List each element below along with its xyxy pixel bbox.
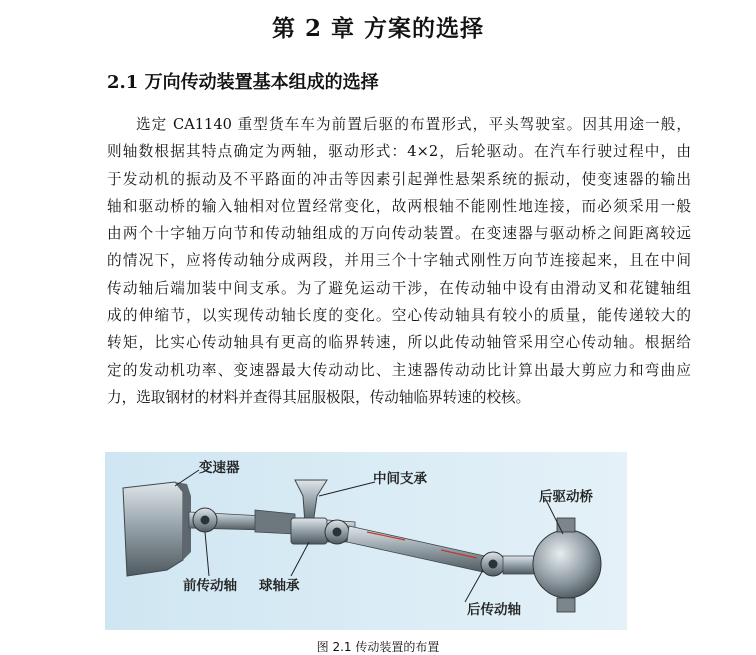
label-center-support: 中间支承 (373, 471, 427, 487)
label-rear-drive-axle: 后驱动桥 (539, 489, 593, 505)
transmission-housing (123, 482, 191, 576)
label-ball-bearing: 球轴承 (259, 578, 300, 594)
section-title: 2.1 万向传动装置基本组成的选择 (107, 72, 379, 93)
drivetrain-figure (105, 452, 627, 630)
chapter-title: 第 2 章 方案的选择 (271, 15, 485, 42)
paragraph-line: 传动轴后端加装中间支承。为了避免运动干涉，在传动轴中设有由滑动叉和花键轴组 (107, 279, 691, 297)
paragraph-line: 的情况下，应将传动轴分成两段，并用三个十字轴式刚性万向节连接起来，且在中间 (107, 252, 691, 270)
label-front-shaft: 前传动轴 (183, 578, 237, 594)
paragraph-line: 选定 CA1140 重型货车车为前置后驱的布置形式，平头驾驶室。因其用途一般， (136, 116, 691, 133)
paragraph-line: 轴和驱动桥的输入轴相对位置经常变化，故两根轴不能刚性地连接，而必须采用一般 (107, 197, 691, 215)
figure-caption: 图 2.1 传动装置的布置 (316, 640, 440, 654)
paragraph-line: 由两个十字轴万向节和传动轴组成的万向传动装置。在变速器与驱动桥之间距离较远 (107, 225, 691, 243)
paragraph-line: 成的伸缩节，以实现传动轴长度的变化。空心传动轴具有较小的质量，能传递较大的 (107, 307, 691, 325)
paragraph-line: 转矩，比实心传动轴具有更高的临界转速，所以此传动轴管采用空心传动轴。根据给 (107, 334, 691, 352)
label-rear-shaft: 后传动轴 (467, 602, 521, 618)
paragraph-line: 于发动机的振动及不平路面的冲击等因素引起弹性悬架系统的振动，使变速器的输出 (107, 170, 691, 188)
paragraph-line: 力，选取钢材的材料并查得其屈服极限，传动轴临界转速的校核。 (107, 388, 531, 406)
label-transmission: 变速器 (199, 460, 240, 476)
paragraph-line: 则轴数根据其特点确定为两轴，驱动形式：4×2，后轮驱动。在汽车行驶过程中，由 (107, 143, 691, 161)
body-paragraph (107, 111, 691, 411)
paragraph-line: 定的发动机功率、变速器最大传动动比、主速器传动动比计算出最大剪应力和弯曲应 (107, 361, 691, 379)
